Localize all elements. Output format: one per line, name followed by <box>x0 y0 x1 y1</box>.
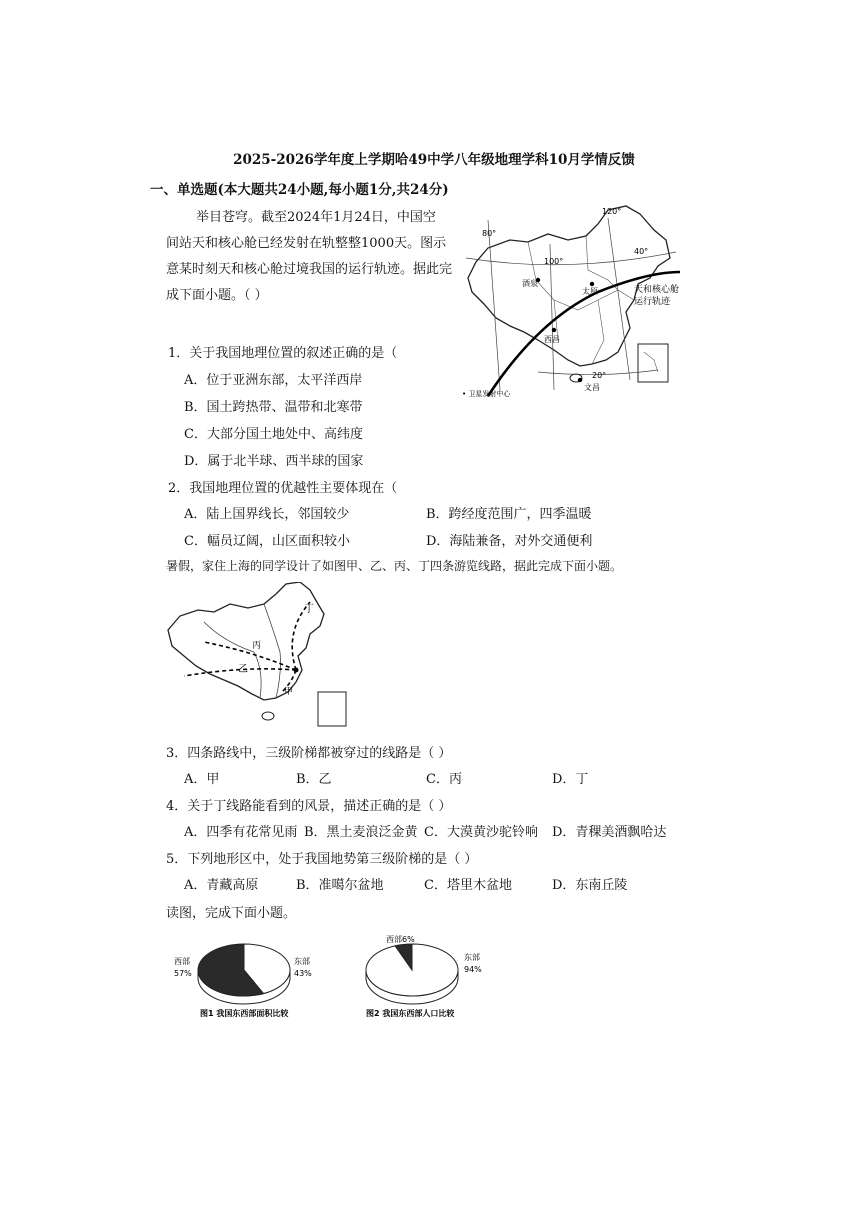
q2-option-c[interactable]: C．幅员辽阔，山区面积较小 <box>184 534 350 549</box>
passage1-line4: 成下面小题。（ ） <box>166 288 268 303</box>
passage1-line3: 意某时刻天和核心舱过境我国的运行轨迹。据此完 <box>166 262 453 277</box>
pie1-east-label: 东部 <box>294 957 310 966</box>
xichang-label: 西昌 <box>544 335 560 344</box>
q3-option-b[interactable]: B．乙 <box>296 772 332 787</box>
q4-option-d[interactable]: D．青稞美酒飘哈达 <box>552 825 667 840</box>
q2-option-d[interactable]: D．海陆兼备，对外交通便利 <box>426 534 593 549</box>
pie-chart-population <box>366 944 458 1004</box>
shanghai-dot <box>294 668 299 673</box>
map1-legend: • 卫星发射中心 <box>462 390 511 398</box>
xichang-dot <box>552 328 556 332</box>
orbit-label-line2: 运行轨迹 <box>634 297 671 307</box>
pie-charts-figure <box>166 930 486 1022</box>
q4-stem: 4．关于丁线路能看到的风景，描述正确的是（ ） <box>166 799 452 814</box>
pie-slice-east <box>366 944 458 996</box>
taiyuan-dot <box>590 282 594 286</box>
lon120-label: 120° <box>602 207 622 216</box>
orbit-label-line1: 天和核心舱 <box>634 285 680 295</box>
jiuquan-label: 酒泉 <box>522 279 538 288</box>
pie2-east-label: 东部 <box>464 953 480 962</box>
q5-option-c[interactable]: C．塔里木盆地 <box>424 878 512 893</box>
pie1-east-value: 43% <box>294 969 312 978</box>
q1-option-d[interactable]: D．属于北半球、西半球的国家 <box>184 454 364 469</box>
wenchang-dot <box>578 378 582 382</box>
page-title: 2025-2026学年度上学期哈49中学八年级地理学科10月学情反馈 <box>233 152 635 168</box>
q2-stem: 2．我国地理位置的优越性主要体现在（ <box>168 481 398 496</box>
q5-stem: 5．下列地形区中，处于我国地势第三级阶梯的是（ ） <box>166 852 478 867</box>
route-ding-label: 丁 <box>304 604 314 615</box>
lat40-label: 40° <box>634 247 649 256</box>
route-yi-label: 乙 <box>238 664 248 675</box>
q3-option-a[interactable]: A．甲 <box>184 772 220 787</box>
q4-option-a[interactable]: A．四季有花常见雨 <box>184 825 298 840</box>
wenchang-label: 文昌 <box>584 383 600 392</box>
pie1-title: 图1 我国东西部面积比较 <box>200 1009 289 1018</box>
q1-stem: 1．关于我国地理位置的叙述正确的是（ <box>168 346 398 361</box>
lat20-label: 20° <box>592 371 607 380</box>
q5-option-a[interactable]: A．青藏高原 <box>184 878 259 893</box>
pie2-title: 图2 我国东西部人口比较 <box>366 1009 455 1018</box>
q3-option-d[interactable]: D．丁 <box>552 772 589 787</box>
passage3-text: 读图，完成下面小题。 <box>166 906 297 921</box>
q5-option-d[interactable]: D．东南丘陵 <box>552 878 628 893</box>
q1-option-b[interactable]: B．国土跨热带、温带和北寒带 <box>184 400 363 415</box>
passage1-line2: 间站天和核心舱已经发射在轨整整1000天。图示 <box>166 236 447 251</box>
orbit-map-figure <box>458 200 698 410</box>
route-bing-label: 丙 <box>252 641 262 651</box>
route-jia-label: 甲 <box>284 687 294 697</box>
q3-option-c[interactable]: C．丙 <box>426 772 462 787</box>
q4-option-c[interactable]: C．大漠黄沙驼铃响 <box>424 825 538 840</box>
passage2-text: 暑假，家住上海的同学设计了如图甲、乙、丙、丁四条游览线路，据此完成下面小题。 <box>166 559 623 573</box>
q5-option-b[interactable]: B．准噶尔盆地 <box>296 878 384 893</box>
pie2-east-value: 94% <box>464 965 482 974</box>
passage1-line1: 举目苍穹。截至2024年1月24日，中国空 <box>196 210 436 225</box>
q2-option-b[interactable]: B．跨经度范围广，四季温暖 <box>426 507 592 522</box>
pie1-west-label: 西部 <box>174 957 190 966</box>
lon100-label: 100° <box>544 257 564 266</box>
section-heading: 一、单选题(本大题共24小题,每小题1分,共24分) <box>150 182 449 198</box>
pie1-west-value: 57% <box>174 969 192 978</box>
q3-stem: 3．四条路线中，三级阶梯都被穿过的线路是（ ） <box>166 746 452 761</box>
lon80-label: 80° <box>482 229 497 238</box>
q1-option-a[interactable]: A．位于亚洲东部，太平洋西岸 <box>184 373 363 388</box>
pie-chart-area <box>198 944 290 1004</box>
q2-option-a[interactable]: A．陆上国界线长，邻国较少 <box>184 507 350 522</box>
q4-option-b[interactable]: B．黑土麦浪泛金黄 <box>304 825 418 840</box>
q1-option-c[interactable]: C．大部分国土地处中、高纬度 <box>184 427 363 442</box>
route-map-figure <box>164 582 350 730</box>
taiyuan-label: 太原 <box>582 287 598 296</box>
pie2-west-label: 西部6% <box>386 935 415 944</box>
